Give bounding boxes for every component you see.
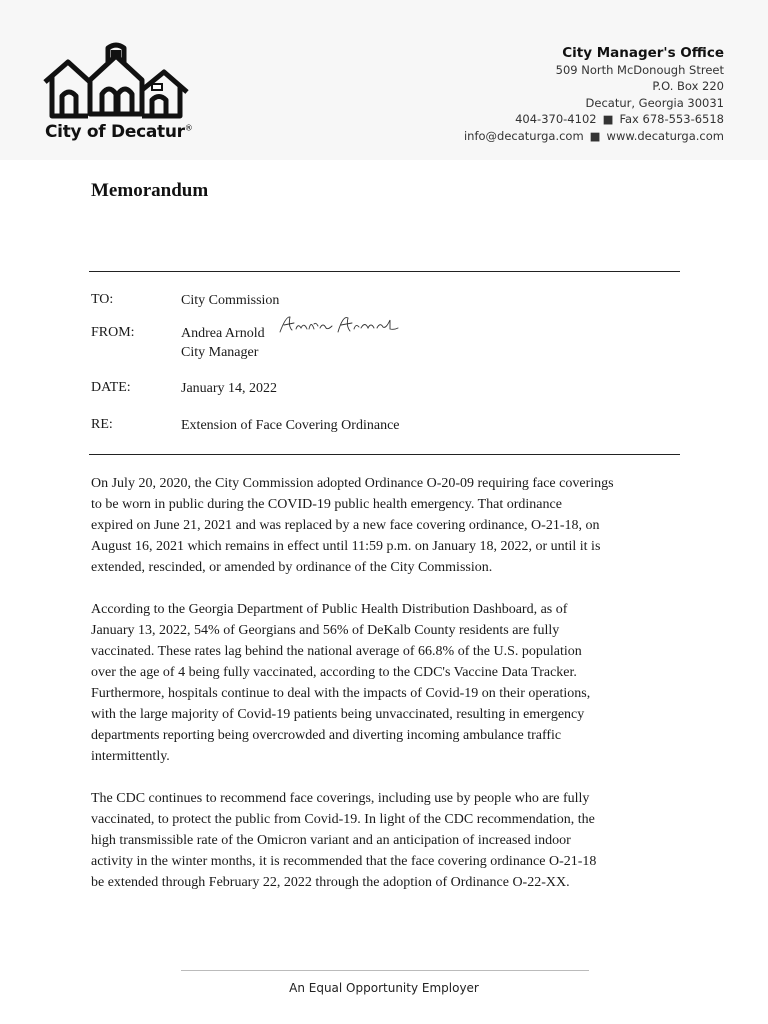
paragraph-line: vaccinated. These rates lag behind the national average of 66.8% of the U.S. population [91,644,582,659]
re-label: RE: [91,417,113,432]
address-line-3: Decatur, Georgia 30031 [585,95,724,110]
address-line-2: P.O. Box 220 [652,79,724,94]
paragraph-line: activity in the winter months, it is recommended that the face covering ordinance O-21-18 [91,854,597,869]
paragraph-line: According to the Georgia Department of Public Health Distribution Dashboard, as of [91,602,568,617]
footer-text: An Equal Opportunity Employer [289,981,479,995]
paragraph-line: with the large majority of Covid-19 patients being unvaccinated, resulting in emergency [91,707,585,722]
header-divider [89,271,680,272]
to-value: City Commission [181,293,280,308]
body-divider [89,454,680,455]
separator-icon: ■ [602,112,614,127]
paragraph-3 [91,788,686,893]
contact-block [464,44,724,144]
paragraph-line: intermittently. [91,749,170,764]
paragraph-line: On July 20, 2020, the City Commission adopted Ordinance O-20-09 requiring face coverings [91,476,614,491]
paragraph-line: vaccinated, to protect the public from Covid-19. In light of the CDC recommendation, the [91,812,595,827]
from-block [181,324,265,362]
paragraph-line: high transmissible rate of the Omicron variant and an anticipation of increased indoor [91,833,571,848]
letterhead [0,0,768,160]
paragraph-line: be extended through February 22, 2022 through the adoption of Ordinance O-22-XX. [91,875,570,890]
office-name: City Manager's Office [562,45,724,61]
paragraph-line: The CDC continues to recommend face coverings, including use by people who are fully [91,791,590,806]
registered-mark: ® [184,123,193,133]
from-title: City Manager [181,345,259,360]
logo-text: City of Decatur [45,122,185,142]
memo-title: Memorandum [91,180,209,201]
re-value: Extension of Face Covering Ordinance [181,418,400,433]
phone-fax-line [464,111,724,127]
phone-number: 404-370-4102 [515,112,597,127]
footer-divider [181,970,589,971]
paragraph-line: extended, rescinded, or amended by ordinance of the City Commission. [91,560,493,575]
paragraph-line: expired on June 21, 2021 and was replaced by a new face covering ordinance, O-21-18, on [91,518,600,533]
paragraph-line: Furthermore, hospitals continue to deal with the impacts of Covid-19 on their operations, [91,686,591,701]
date-value: January 14, 2022 [181,381,278,396]
paragraph-1 [91,473,686,578]
email-link[interactable]: info@decaturga.com [463,128,584,143]
email-web-line [464,128,724,144]
from-label: FROM: [91,325,135,340]
paragraph-line: to be worn in public during the COVID-19 public health emergency. That ordinance [91,497,562,512]
paragraph-line: over the age of 4 being fully vaccinated, according to the CDC's Vaccine Data Tracker. [91,665,577,680]
city-of-decatur-logo [40,40,195,150]
from-name: Andrea Arnold [181,326,265,341]
paragraph-line: January 13, 2022, 54% of Georgians and 56% of DeKalb County residents are fully [91,623,560,638]
date-label: DATE: [91,380,131,395]
address-line-1: 509 North McDonough Street [555,63,724,77]
paragraph-2 [91,599,686,767]
to-label: TO: [91,292,114,307]
paragraph-line: departments reporting being overcrowded and diverting incoming ambulance traffic [91,728,562,743]
website-link[interactable]: www.decaturga.com [606,128,724,143]
separator-icon: ■ [589,128,601,143]
paragraph-line: August 16, 2021 which remains in effect until 11:59 p.m. on January 18, 2022, or until it is [91,539,601,554]
logo-wordmark [45,122,192,142]
houses-logo-icon [40,40,190,120]
fax-number: Fax 678-553-6518 [619,112,724,127]
handwritten-signature [276,312,400,340]
